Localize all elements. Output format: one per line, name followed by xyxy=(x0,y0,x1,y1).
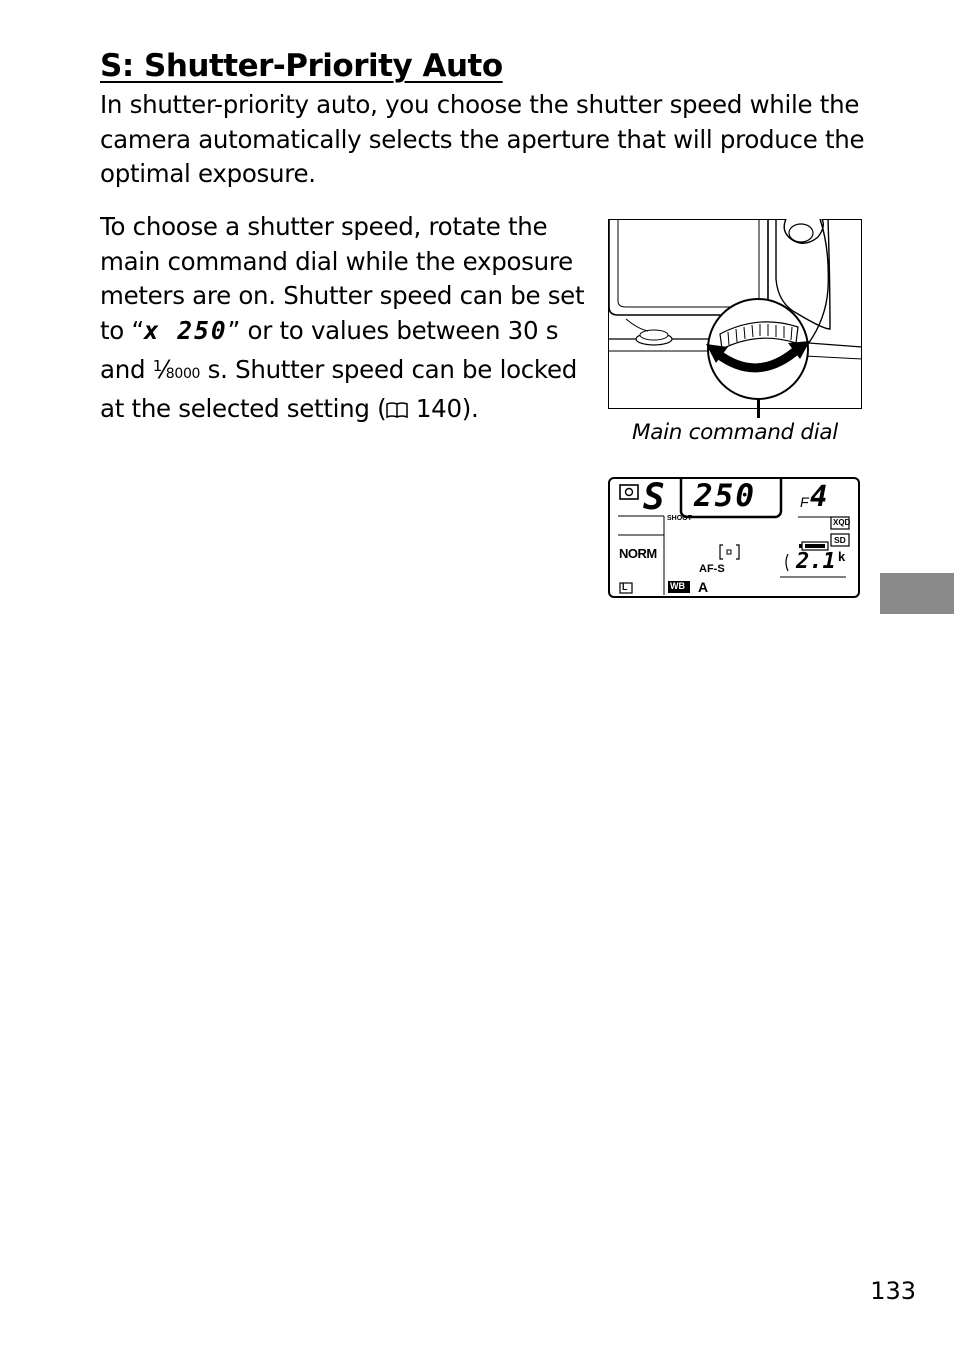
book-icon xyxy=(386,401,408,419)
lcd-image-size: L xyxy=(622,582,628,592)
af-area-icon xyxy=(720,545,739,559)
lcd-shutter-speed: 250 xyxy=(694,478,756,514)
body-text-part2: ” or to values between 30 s and xyxy=(100,316,559,384)
body-text-part1: To choose a shutter speed, rotate the main command dial while the exposure meters are on. Shutter speed can be set to “ xyxy=(100,212,585,346)
body-text-part4: ). xyxy=(461,393,479,423)
lcd-shoot-label: SHOOT xyxy=(667,515,692,522)
x250-display-text: x 250 xyxy=(143,316,228,346)
figure-caption: Main command dial xyxy=(632,420,838,445)
callout-line xyxy=(757,398,760,418)
lcd-quality: NORM xyxy=(619,546,657,561)
lcd-wb-label: WB xyxy=(670,581,685,591)
section-tab xyxy=(880,573,954,614)
lcd-aperture-prefix: F xyxy=(800,494,809,510)
lcd-sd-label: SD xyxy=(834,535,846,545)
lcd-aperture: 4 xyxy=(810,479,828,513)
lcd-remaining-count: 2.1 xyxy=(796,549,836,574)
lcd-wb-value: A xyxy=(698,579,709,595)
matrix-metering-icon xyxy=(620,485,638,499)
lcd-mode: S xyxy=(643,477,665,518)
intro-paragraph: In shutter-priority auto, you choose the shutter speed while the camera automatically selects the aperture that will produce the optimal exposure. xyxy=(100,90,865,189)
page-reference-link[interactable]: 140 xyxy=(408,393,462,423)
lcd-count-unit: k xyxy=(838,549,846,564)
page-title: S: Shutter-Priority Auto xyxy=(100,48,503,84)
lcd-af-mode: AF-S xyxy=(699,563,725,575)
body-paragraph: To choose a shutter speed, rotate the main command dial while the exposure meters are on. Shutter speed can be set to “x 250” or to values between 30 s and $^1$⁄8000 s. Shutter speed can be locked at the selected setting ( 140). xyxy=(100,212,585,423)
fraction-numerator: 1 xyxy=(152,356,162,375)
camera-back-illustration xyxy=(608,219,862,409)
body-text-part3: s. Shutter speed can be locked at the selected setting ( xyxy=(100,354,577,423)
control-panel-lcd xyxy=(608,477,860,598)
page-number: 133 xyxy=(870,1277,916,1305)
fraction-denominator: 8000 xyxy=(165,365,201,382)
lcd-xqd-label: XQD xyxy=(833,518,851,527)
